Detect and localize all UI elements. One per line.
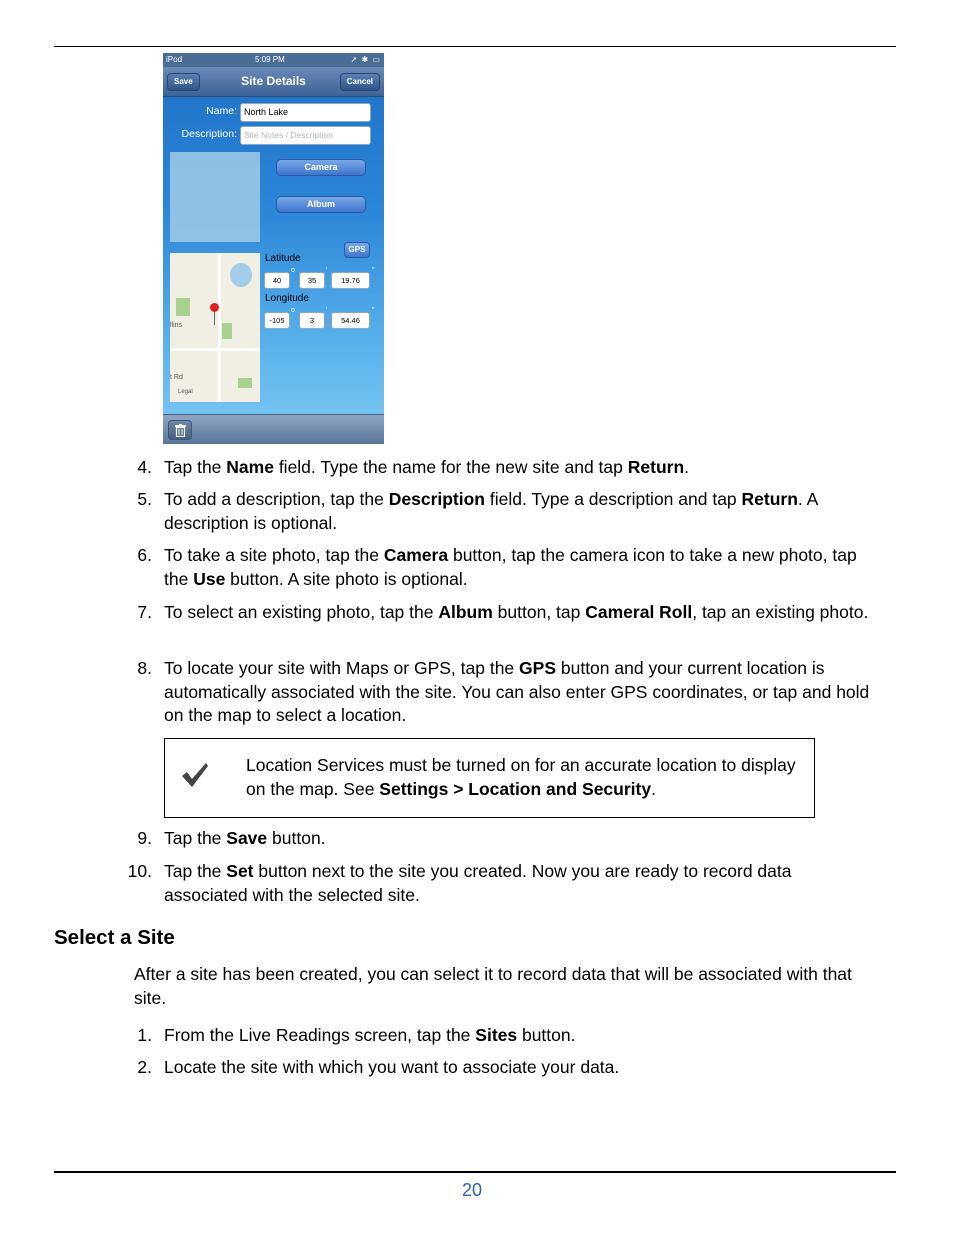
map-park: [176, 298, 190, 316]
trash-icon: [175, 424, 186, 437]
longitude-label: Longitude: [265, 293, 309, 304]
site-photo-placeholder: [170, 152, 260, 242]
step-text: Locate the site with which you want to associate your data.: [164, 1057, 620, 1077]
longitude-degrees-field[interactable]: -105: [264, 312, 290, 329]
footer-rule: [54, 1171, 896, 1173]
screen-title: Site Details: [241, 74, 306, 88]
latitude-degrees-field[interactable]: 40: [264, 272, 290, 289]
name-field[interactable]: North Lake: [240, 103, 371, 122]
step-text: To take a site photo, tap the Camera button, tap the camera icon to take a new photo, tap the Use button. A site photo is optional.: [164, 545, 857, 589]
step-number: 5.: [137, 489, 152, 509]
map-water: [230, 263, 252, 287]
map-park: [238, 378, 252, 388]
second-unit: ": [372, 307, 375, 314]
battery-icon: ➚ ✱ ▭: [350, 55, 381, 64]
gps-button[interactable]: GPS: [344, 242, 370, 258]
note-box: [164, 738, 815, 818]
map-road: [218, 253, 221, 402]
section-paragraph: After a site has been created, you can select it to record data that will be associated with that site.: [134, 964, 852, 1008]
step-number: 1.: [137, 1025, 152, 1045]
map-road: [170, 348, 260, 351]
bottom-toolbar: [163, 414, 384, 444]
header-rule: [54, 46, 896, 47]
step-number: 9.: [137, 828, 152, 848]
step-text: To add a description, tap the Description field. Type a description and tap Return. A description is optional.: [164, 489, 818, 533]
page-number: 20: [461, 1180, 483, 1200]
checkmark-icon: [180, 761, 210, 789]
name-label: Name:: [206, 105, 237, 117]
map-view[interactable]: [170, 253, 260, 402]
latitude-seconds-field[interactable]: 19.76: [331, 272, 370, 289]
minute-unit: ': [326, 307, 328, 314]
step-number: 6.: [137, 545, 152, 565]
camera-button[interactable]: Camera: [276, 159, 366, 176]
status-carrier: iPod: [166, 55, 183, 64]
note-text: Location Services must be turned on for an accurate location to display on the map. See Settings > Location and Security.: [246, 755, 796, 799]
degree-unit: o: [291, 307, 295, 314]
map-pin-icon[interactable]: [210, 303, 219, 312]
nav-bar: [163, 67, 384, 97]
minute-unit: ': [326, 267, 328, 274]
status-time: 5:09 PM: [255, 55, 285, 64]
step-text: Tap the Save button.: [164, 828, 326, 848]
description-field[interactable]: Site Notes / Description: [240, 126, 371, 145]
trash-button[interactable]: [168, 420, 192, 440]
status-bar: [163, 53, 384, 67]
description-label: Description:: [181, 128, 237, 140]
step-number: 4.: [137, 457, 152, 477]
save-button[interactable]: Save: [167, 73, 200, 91]
longitude-minutes-field[interactable]: 3: [299, 312, 325, 329]
latitude-label: Latitude: [265, 253, 301, 264]
step-number: 2.: [137, 1057, 152, 1077]
step-text: Tap the Set button next to the site you created. Now you are ready to record data associated with the selected site.: [164, 861, 792, 905]
map-legal-label: Legal: [178, 389, 193, 395]
step-text: From the Live Readings screen, tap the Sites button.: [164, 1025, 576, 1045]
map-pin-stick: [214, 311, 215, 325]
site-details-screenshot: [163, 53, 384, 444]
album-button[interactable]: Album: [276, 196, 366, 213]
longitude-seconds-field[interactable]: 54.46: [331, 312, 370, 329]
map-park: [222, 323, 232, 339]
step-number: 10.: [127, 861, 152, 881]
step-number: 8.: [137, 658, 152, 678]
map-label: t Rd: [170, 374, 183, 381]
map-label: llins: [170, 322, 183, 329]
step-text: Tap the Name field. Type the name for the new site and tap Return.: [164, 457, 690, 477]
step-text: To locate your site with Maps or GPS, tap the GPS button and your current location is automatically associated with the site. You can also enter GPS coordinates, or tap and hold on the map to select a location.: [164, 658, 870, 725]
second-unit: ": [372, 267, 375, 274]
cancel-button[interactable]: Cancel: [340, 73, 380, 91]
degree-unit: o: [291, 267, 295, 274]
step-text: To select an existing photo, tap the Album button, tap Cameral Roll, tap an existing photo.: [164, 602, 869, 622]
section-heading: Select a Site: [54, 926, 175, 949]
latitude-minutes-field[interactable]: 35: [299, 272, 325, 289]
step-number: 7.: [137, 602, 152, 622]
